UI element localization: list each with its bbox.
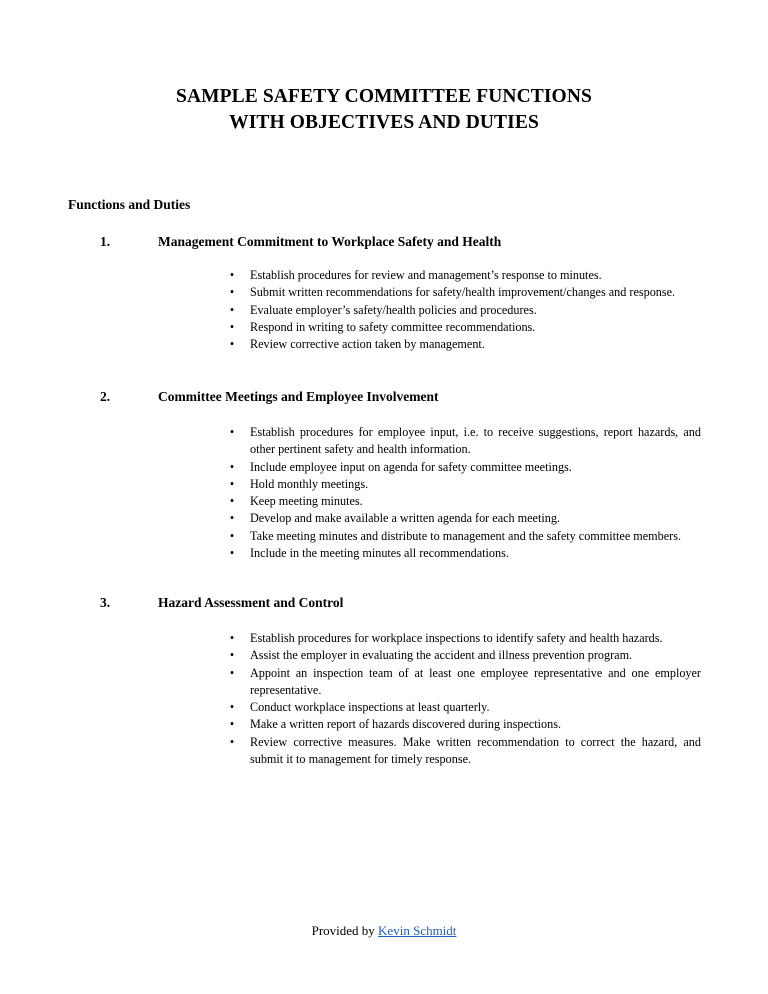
- bullet-icon: •: [229, 425, 235, 439]
- list-item: [226, 302, 701, 319]
- section-title: Hazard Assessment and Control: [158, 595, 344, 610]
- bullet-icon: •: [229, 734, 235, 749]
- bullet-icon: •: [229, 546, 235, 561]
- list-item-text: Evaluate employer’s safety/health policies and procedures.: [250, 302, 537, 317]
- bullet-icon: •: [229, 648, 235, 663]
- list-item-text: Review corrective measures. Make written recommendation to correct the hazard, and submit it to management for timely response.: [250, 734, 701, 767]
- section-number: 1.: [100, 234, 111, 249]
- bullet-list: [226, 267, 701, 353]
- section-title: Committee Meetings and Employee Involvement: [158, 389, 439, 404]
- bullet-icon: •: [229, 459, 235, 474]
- bullet-icon: •: [229, 319, 235, 334]
- list-item-text: Include employee input on agenda for safety committee meetings.: [250, 459, 572, 474]
- author-link[interactable]: Kevin Schmidt: [378, 923, 457, 938]
- list-item: [226, 528, 701, 545]
- list-item: [226, 734, 701, 769]
- title-line-2: WITH OBJECTIVES AND DUTIES: [229, 112, 539, 133]
- bullet-list: [226, 630, 701, 768]
- bullet-icon: •: [229, 631, 235, 645]
- bullet-icon: •: [229, 494, 235, 509]
- list-item-text: Appoint an inspection team of at least one employee representative and one employer representative.: [250, 665, 701, 697]
- list-item-text: Make a written report of hazards discovered during inspections.: [250, 717, 562, 732]
- list-item-text: Establish procedures for employee input, i.e. to receive suggestions, report hazards, and other pertinent safety and health information.: [250, 425, 701, 457]
- list-item-text: Develop and make available a written agenda for each meeting.: [250, 511, 560, 526]
- bullet-icon: •: [229, 700, 235, 715]
- list-item: [226, 336, 701, 353]
- section-number: 2.: [100, 389, 111, 404]
- bullet-icon: •: [229, 665, 235, 680]
- list-item-text: Submit written recommendations for safety/health improvement/changes and response.: [250, 285, 676, 300]
- list-item: [226, 476, 701, 493]
- bullet-icon: •: [229, 268, 235, 282]
- section-heading: Functions and Duties: [68, 197, 191, 212]
- list-item: [226, 630, 701, 647]
- list-item-text: Include in the meeting minutes all recommendations.: [250, 546, 509, 561]
- bullet-icon: •: [229, 511, 235, 526]
- title-line-1: SAMPLE SAFETY COMMITTEE FUNCTIONS: [176, 86, 592, 107]
- section-number: 3.: [100, 595, 111, 610]
- document-title: [0, 84, 768, 136]
- list-item: [226, 424, 701, 459]
- bullet-list: [226, 424, 701, 562]
- section-title: Management Commitment to Workplace Safety and Health: [158, 234, 502, 249]
- bullet-icon: •: [229, 528, 235, 543]
- footer-prefix: Provided by: [311, 923, 375, 938]
- list-item: [226, 493, 701, 510]
- list-item-text: Take meeting minutes and distribute to management and the safety committee members.: [250, 528, 681, 543]
- list-item: [226, 459, 701, 476]
- list-item-text: Respond in writing to safety committee recommendations.: [250, 319, 536, 334]
- list-item: [226, 699, 701, 716]
- list-item: [226, 267, 701, 284]
- list-item-text: Assist the employer in evaluating the accident and illness prevention program.: [250, 648, 633, 663]
- list-item-text: Establish procedures for workplace inspections to identify safety and health hazards.: [250, 631, 663, 645]
- list-item: [226, 545, 701, 562]
- footer: [0, 922, 768, 940]
- list-item: [226, 665, 701, 700]
- list-item: [226, 510, 701, 527]
- list-item: [226, 319, 701, 336]
- list-item: [226, 716, 701, 733]
- list-item-text: Conduct workplace inspections at least quarterly.: [250, 700, 490, 715]
- bullet-icon: •: [229, 285, 235, 300]
- list-item-text: Establish procedures for review and management’s response to minutes.: [250, 268, 602, 282]
- list-item: [226, 647, 701, 664]
- list-item-text: Hold monthly meetings.: [250, 476, 369, 491]
- list-item: [226, 284, 701, 301]
- list-item-text: Keep meeting minutes.: [250, 494, 363, 509]
- bullet-icon: •: [229, 337, 235, 352]
- bullet-icon: •: [229, 302, 235, 317]
- bullet-icon: •: [229, 476, 235, 491]
- bullet-icon: •: [229, 717, 235, 732]
- list-item-text: Review corrective action taken by management.: [250, 337, 485, 352]
